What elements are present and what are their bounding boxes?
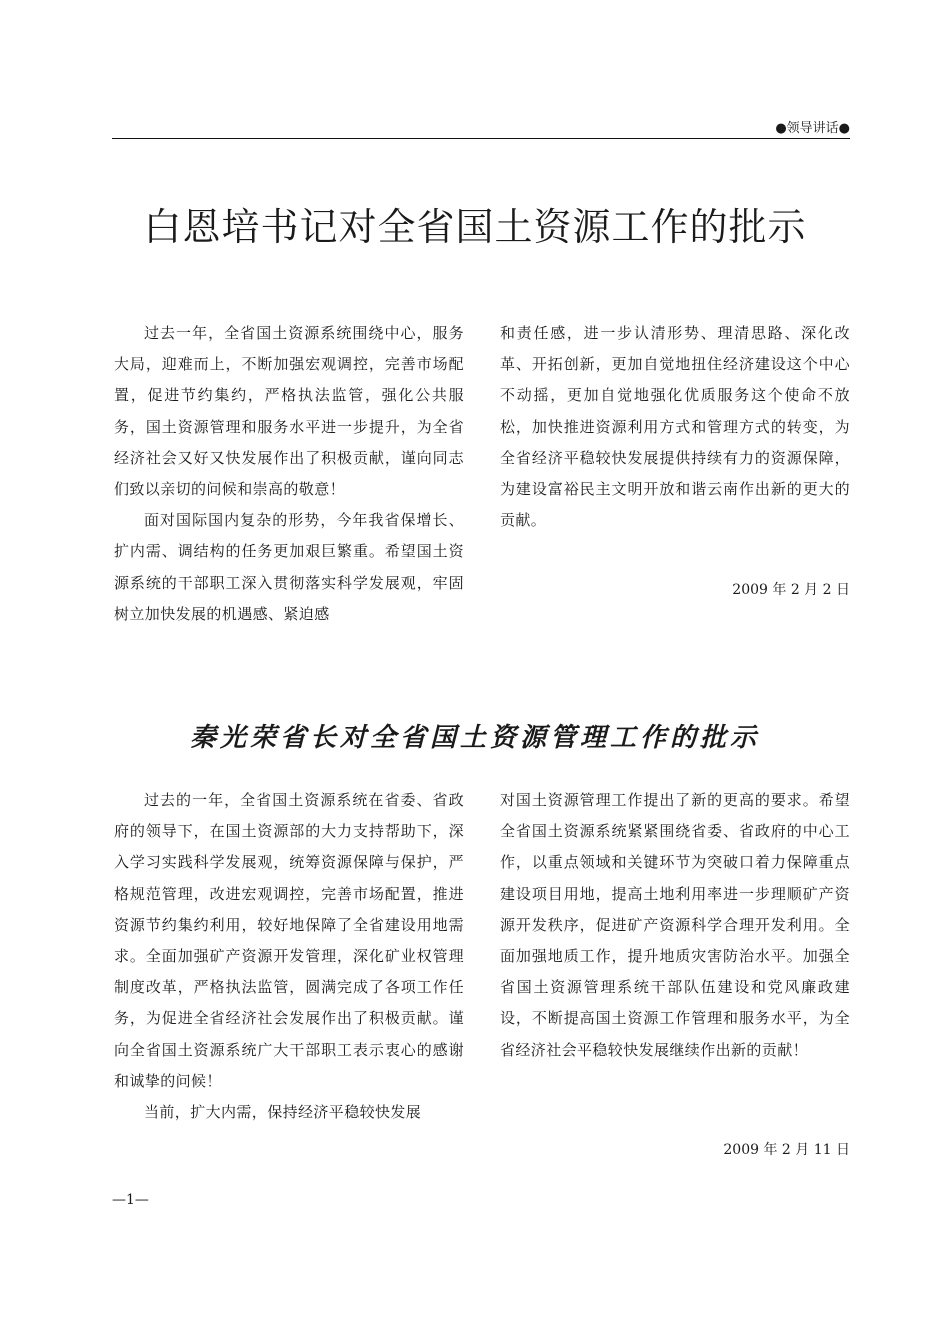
article1-paragraph: 和责任感，进一步认清形势、理清思路、深化改革、开拓创新，更加自觉地扭住经济建设这个中心不动摇，更加自觉地强化优质服务这个使命不放松，加快推进资源利用方式和管理方式的转变，为全省经济平稳较快发展提供持续有力的资源保障，为建设富裕民主文明开放和谐云南作出新的更大的贡献。 xyxy=(500,324,850,530)
header-rule xyxy=(112,138,850,139)
page-number: —1— xyxy=(112,1192,149,1208)
article2-left-column xyxy=(114,785,464,1128)
article1-right-column xyxy=(500,318,850,536)
article2-right-column xyxy=(500,785,850,1066)
article2-paragraph: 当前，扩大内需，保持经济平稳较快发展 xyxy=(144,1103,422,1122)
article1-title: 白恩培书记对全省国土资源工作的批示 xyxy=(143,205,807,249)
article1-left-column xyxy=(114,318,464,630)
article2-paragraph: 过去的一年，全省国土资源系统在省委、省政府的领导下，在国土资源部的大力支持帮助下，深入学习实践科学发展观，统筹资源保障与保护，严格规范管理，改进宏观调控，完善市场配置，推进资源节约集约利用，较好地保障了全省建设用地需求。全面加强矿产资源开发管理，深化矿业权管理制度改革，严格执法监管，圆满完成了各项工作任务，为促进全省经济社会发展作出了积极贡献。谨向全省国土资源系统广大干部职工表示衷心的感谢和诚挚的问候！ xyxy=(114,791,464,1090)
article2-date: 2009 年 2 月 11 日 xyxy=(723,1142,850,1158)
article1-paragraph: 过去一年，全省国土资源系统围绕中心，服务大局，迎难而上，不断加强宏观调控，完善市场配置，促进节约集约，严格执法监管，强化公共服务，国土资源管理和服务水平进一步提升，为全省经济社会又好又快发展作出了积极贡献，谨向同志们致以亲切的问候和崇高的敬意！ xyxy=(114,324,464,499)
article2-paragraph: 对国土资源管理工作提出了新的更高的要求。希望全省国土资源系统紧紧围绕省委、省政府的中心工作，以重点领域和关键环节为突破口着力保障重点建设项目用地，提高土地利用率进一步理顺矿产资源开发秩序，促进矿产资源科学合理开发利用。全面加强地质工作，提升地质灾害防治水平。加强全省国土资源管理系统干部队伍建设和党风廉政建设，不断提高国土资源工作管理和服务水平，为全省经济社会平稳较快发展继续作出新的贡献！ xyxy=(500,791,850,1059)
section-tag: ●领导讲话● xyxy=(775,121,850,136)
article2-title: 秦光荣省长对全省国土资源管理工作的批示 xyxy=(189,723,760,753)
article1-date: 2009 年 2 月 2 日 xyxy=(732,582,850,598)
article1-paragraph: 面对国际国内复杂的形势，今年我省保增长、扩内需、调结构的任务更加艰巨繁重。希望国土资源系统的干部职工深入贯彻落实科学发展观，牢固树立加快发展的机遇感、紧迫感 xyxy=(114,511,464,623)
